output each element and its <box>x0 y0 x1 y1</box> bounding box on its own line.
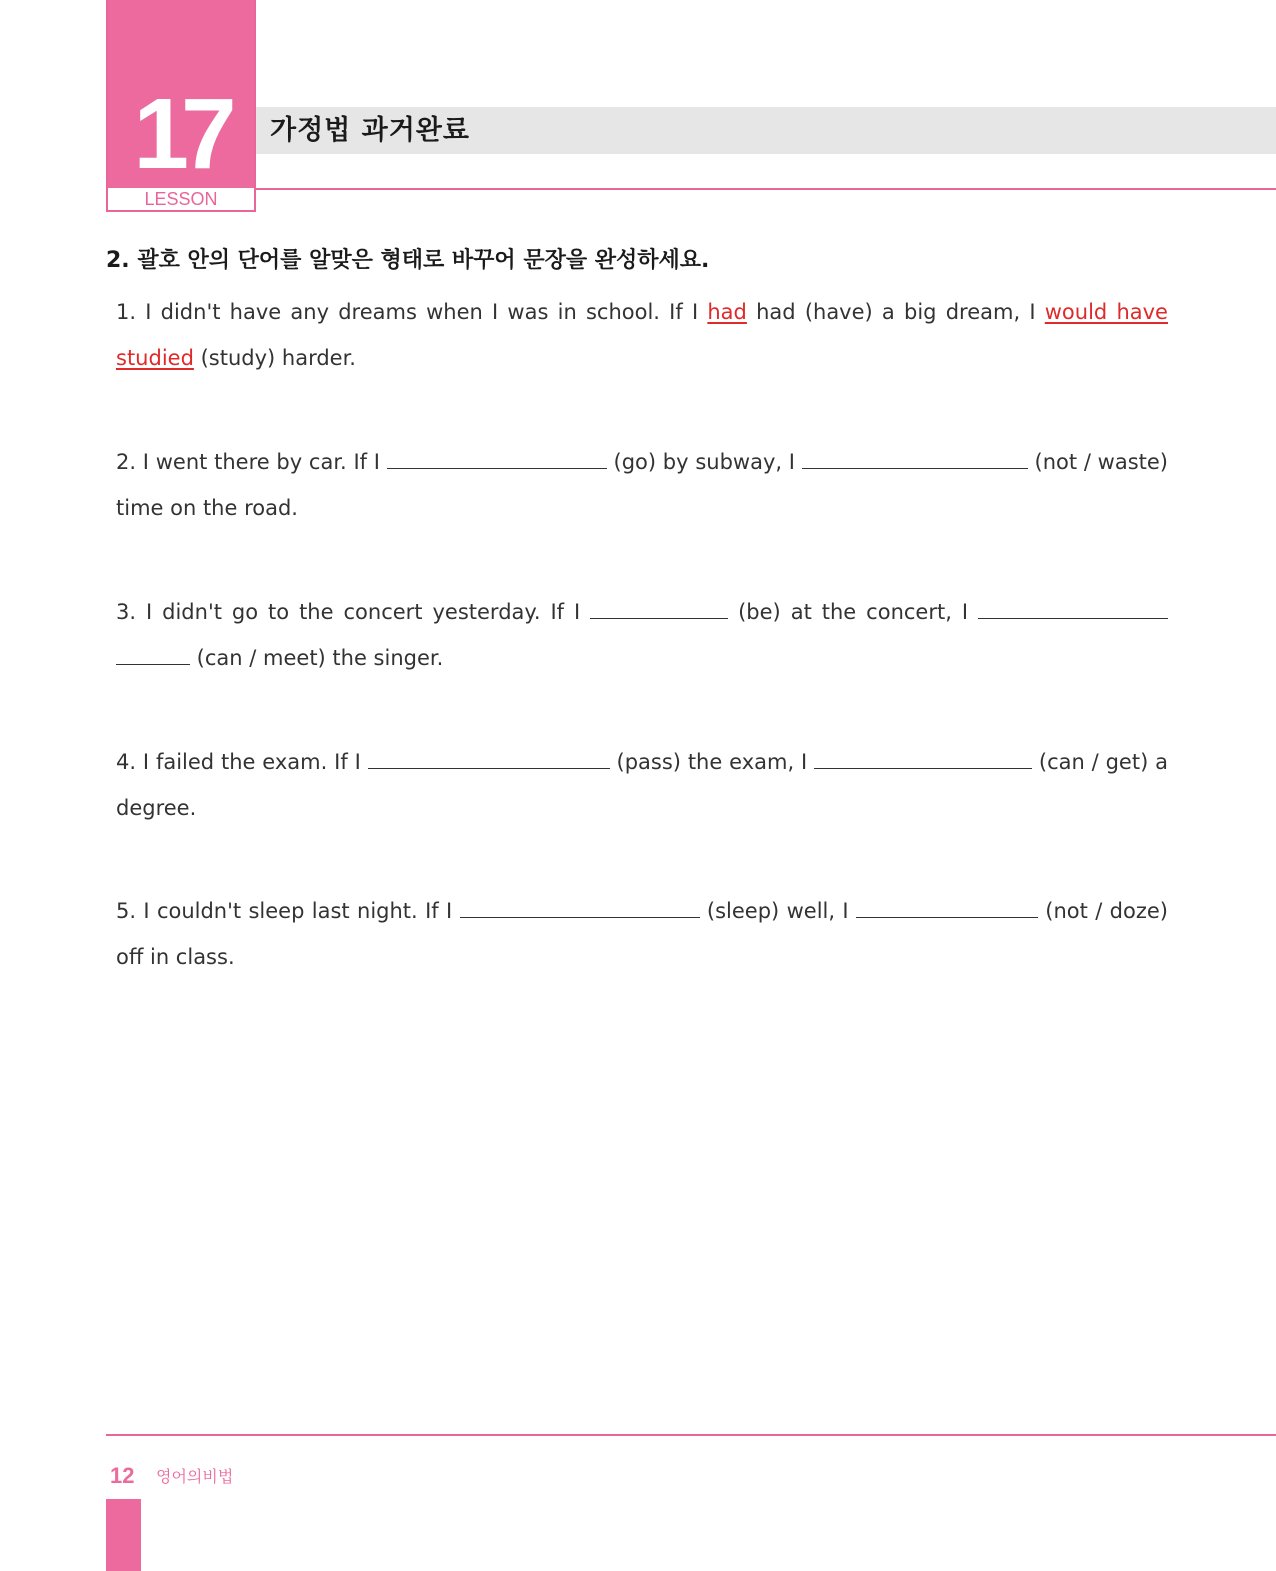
answer-blank-2b[interactable] <box>802 446 1028 469</box>
footer-tab <box>106 1499 141 1571</box>
question-text: 4. I failed the exam. If I <box>116 750 368 774</box>
answer-blank-3a[interactable] <box>590 596 728 619</box>
page-title: 가정법 과거완료 <box>270 115 470 146</box>
answer-blank-5b[interactable] <box>856 895 1038 918</box>
answer-blank-3b[interactable] <box>978 596 1168 619</box>
answer-1a: had <box>707 300 747 324</box>
answer-blank-2a[interactable] <box>387 446 607 469</box>
question-text: (study) harder. <box>193 346 356 370</box>
question-text: 2. I went there by car. If I <box>116 450 387 474</box>
question-text: 3. I didn't go to the concert yesterday. If I <box>116 600 591 624</box>
page-number: 12 <box>110 1463 135 1488</box>
lesson-label: LESSON <box>144 189 218 209</box>
question-1 <box>116 289 1168 381</box>
question-text: (go) by subway, I <box>606 450 802 474</box>
question-text: 5. I couldn't sleep last night. If I <box>116 899 460 923</box>
question-text: (not / doze) off in class. <box>116 899 1168 969</box>
answer-blank-3c[interactable] <box>116 642 190 665</box>
question-3 <box>116 589 1168 681</box>
header-divider <box>256 188 1276 190</box>
title-bar <box>256 107 1276 154</box>
answer-blank-4a[interactable] <box>368 746 610 769</box>
question-text: (not / waste) time on the road. <box>116 450 1168 520</box>
footer-divider <box>106 1434 1276 1436</box>
question-text: (pass) the exam, I <box>609 750 815 774</box>
question-5 <box>116 888 1168 980</box>
question-2 <box>116 439 1168 531</box>
answer-blank-4b[interactable] <box>814 746 1032 769</box>
lesson-badge <box>106 0 256 212</box>
question-text: (can / meet) the singer. <box>190 646 444 670</box>
question-text: 1. I didn't have any dreams when I was in school. If I <box>116 300 708 324</box>
answer-blank-5a[interactable] <box>460 895 700 918</box>
question-text: (can / get) a degree. <box>116 750 1168 820</box>
book-title: 영어의비법 <box>156 1467 234 1486</box>
answer-1b: would have studied <box>116 300 1168 370</box>
instruction-text: 2. 괄호 안의 단어를 알맞은 형태로 바꾸어 문장을 완성하세요. <box>106 248 710 273</box>
question-text: (sleep) well, I <box>699 899 856 923</box>
lesson-number: 17 <box>133 78 229 190</box>
question-4 <box>116 739 1168 831</box>
lesson-badge-fill <box>108 0 254 188</box>
question-text: had (have) a big dream, I <box>746 300 1045 324</box>
question-text: (be) at the concert, I <box>728 600 978 624</box>
